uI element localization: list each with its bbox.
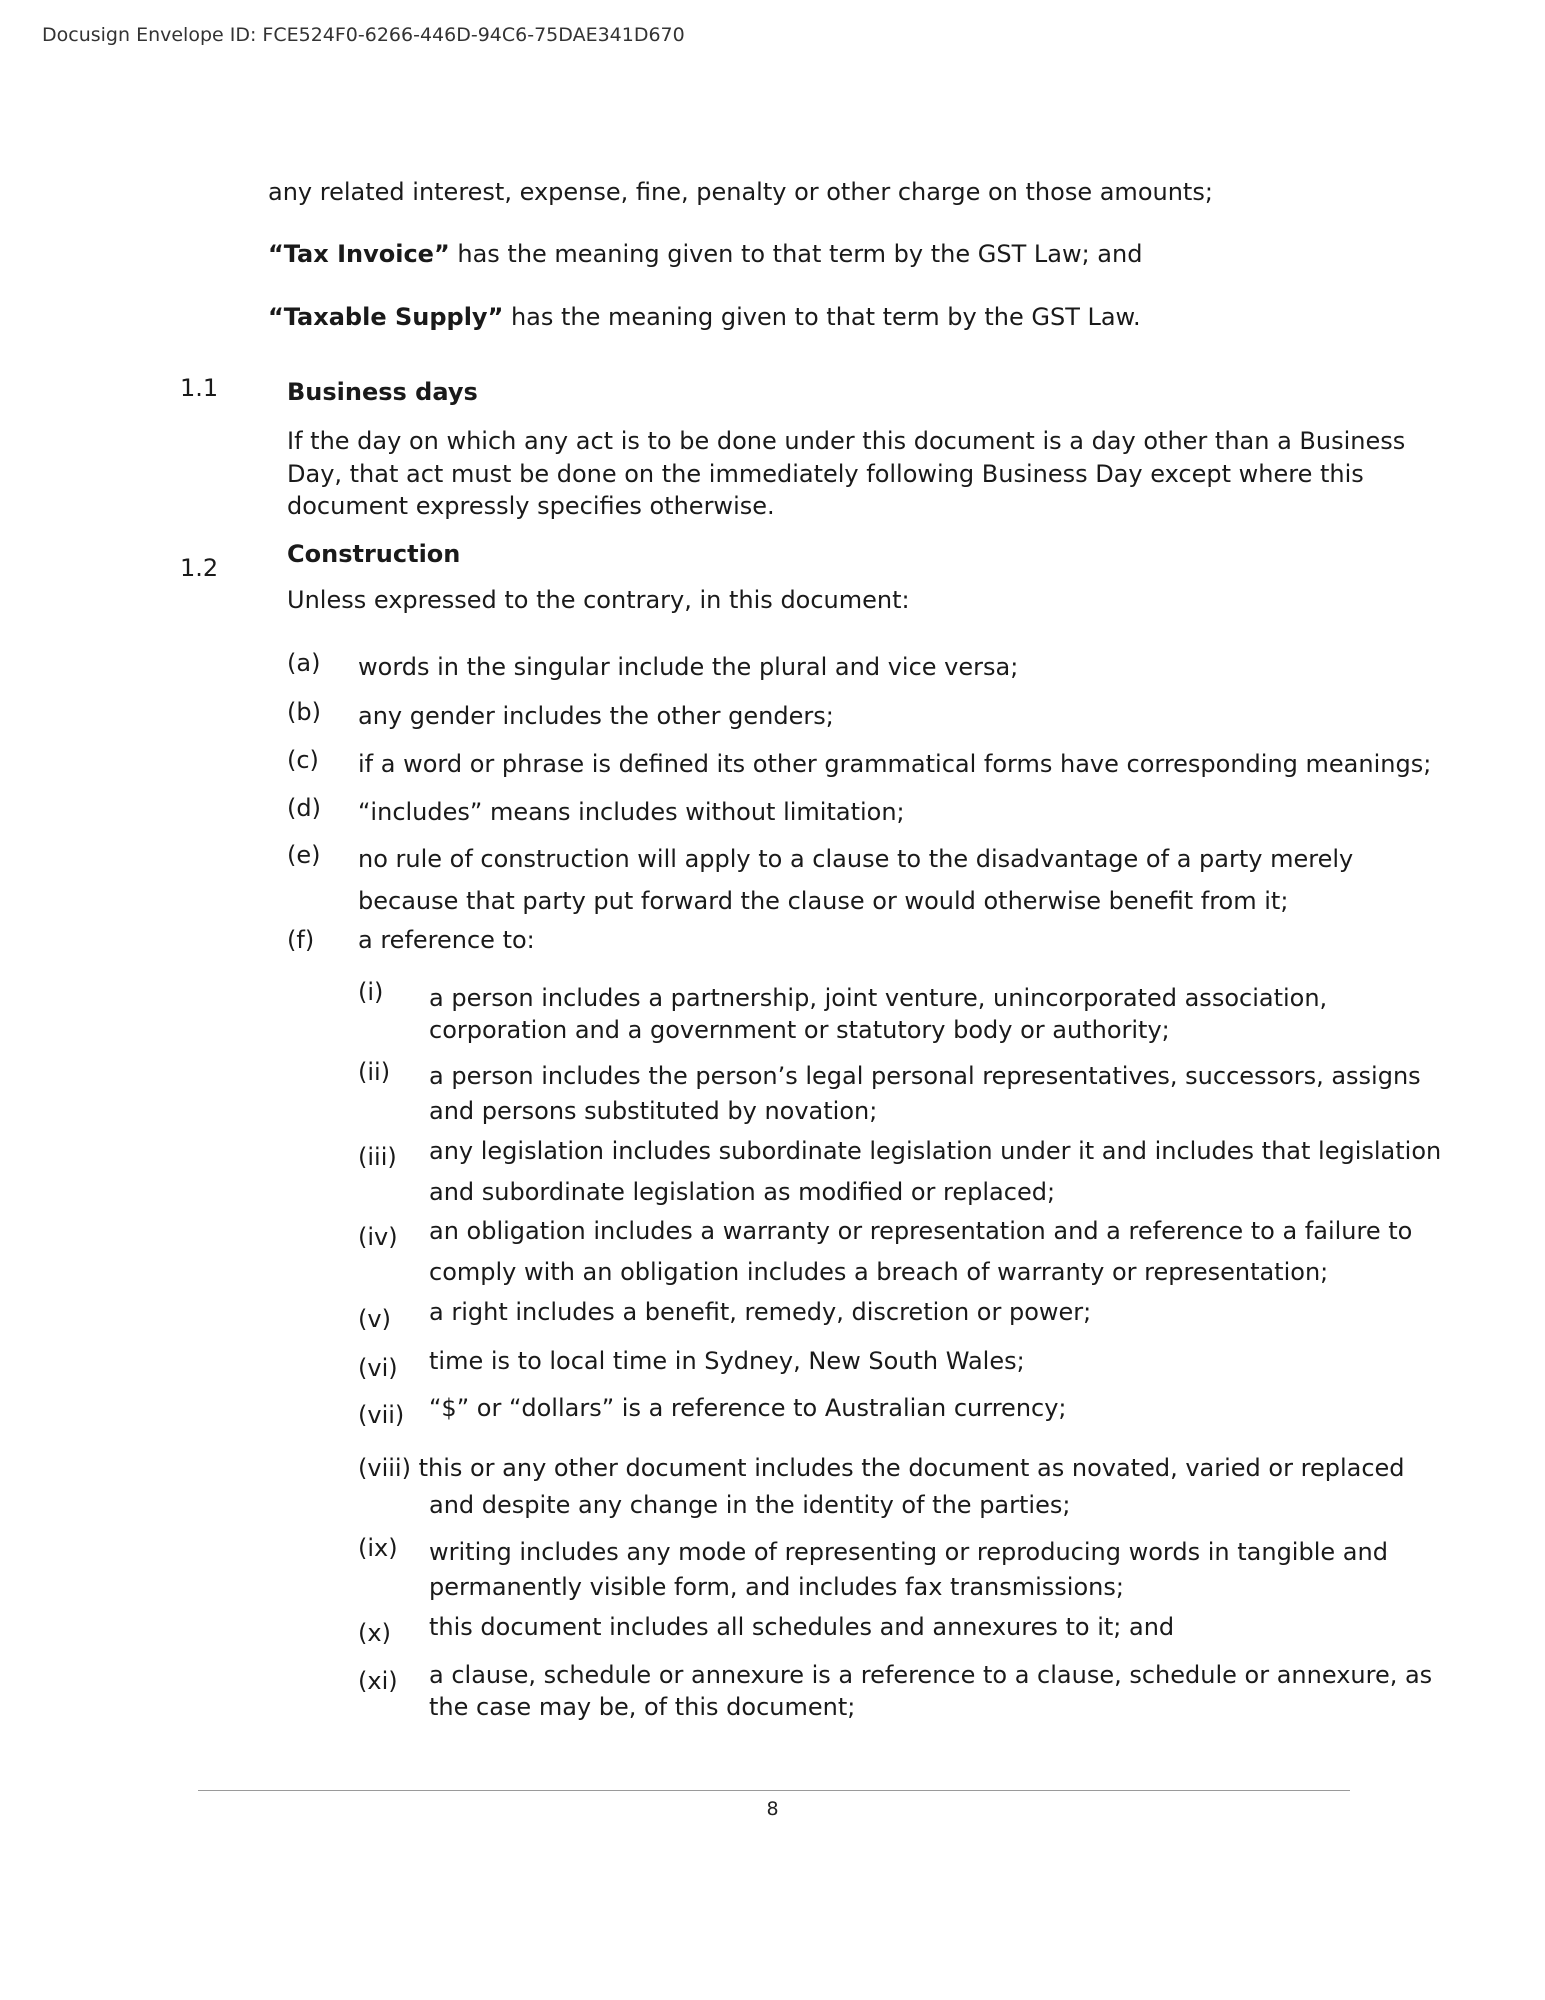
sublist-item-text: a right includes a benefit, remedy, discretion or power;: [429, 1298, 1092, 1326]
definition-text: has the meaning given to that term by the GST Law; and: [449, 240, 1143, 268]
sublist-item-text: and subordinate legislation as modified or replaced;: [429, 1178, 1056, 1206]
list-label: (b): [287, 698, 321, 726]
sublist-item-text: permanently visible form, and includes fax transmissions;: [429, 1573, 1124, 1601]
defined-term: “Taxable Supply”: [268, 303, 504, 331]
sublist-item-text: and despite any change in the identity of the parties;: [429, 1491, 1071, 1519]
list-item-text: if a word or phrase is defined its other grammatical forms have corresponding meanings;: [358, 750, 1432, 778]
sublist-item-text: time is to local time in Sydney, New South Wales;: [429, 1347, 1025, 1375]
clause-intro: Unless expressed to the contrary, in this document:: [287, 586, 910, 614]
page-number: 8: [766, 1798, 779, 1820]
list-item-text: “includes” means includes without limitation;: [358, 798, 905, 826]
sublist-item-text: this document includes all schedules and annexures to it; and: [429, 1613, 1175, 1641]
list-label: (f): [287, 926, 315, 954]
clause-number: 1.1: [180, 374, 219, 402]
sublist-item-text: this or any other document includes the document as novated, varied or replaced: [418, 1454, 1405, 1482]
sublist-item-text: an obligation includes a warranty or representation and a reference to a failure to: [429, 1217, 1413, 1245]
sublist-label: (i): [358, 978, 384, 1006]
sublist-label: (vii): [358, 1401, 405, 1429]
sublist-item-text: the case may be, of this document;: [429, 1693, 856, 1721]
list-label: (c): [287, 746, 319, 774]
list-item-text: a reference to:: [358, 926, 535, 954]
definition-continuation: any related interest, expense, fine, penalty or other charge on those amounts;: [268, 178, 1213, 206]
sublist-label: (v): [358, 1305, 391, 1333]
sublist-label: (ii): [358, 1058, 391, 1086]
clause-text-line: document expressly specifies otherwise.: [287, 492, 775, 520]
definition-text: has the meaning given to that term by the GST Law.: [503, 303, 1141, 331]
sublist-item-text: corporation and a government or statutory body or authority;: [429, 1016, 1170, 1044]
list-item-text: because that party put forward the clause or would otherwise benefit from it;: [358, 887, 1289, 915]
list-label: (e): [287, 841, 321, 869]
docusign-envelope-id: Docusign Envelope ID: FCE524F0-6266-446D-94C6-75DAE341D670: [42, 24, 685, 46]
sublist-label: (x): [358, 1619, 391, 1647]
defined-term: “Tax Invoice”: [268, 240, 450, 268]
sublist-item-text: a clause, schedule or annexure is a reference to a clause, schedule or annexure, as: [429, 1661, 1433, 1689]
sublist-label: (xi): [358, 1667, 398, 1695]
sublist-item-viii: [358, 1452, 1405, 1484]
sublist-label: (iv): [358, 1223, 398, 1251]
list-label: (d): [287, 794, 321, 822]
definition-tax-invoice: [268, 238, 1142, 270]
sublist-label: (viii): [358, 1454, 411, 1482]
definition-taxable-supply: [268, 301, 1141, 333]
clause-heading: Business days: [287, 378, 478, 406]
sublist-item-text: any legislation includes subordinate legislation under it and includes that legislation: [429, 1137, 1442, 1165]
sublist-item-text: and persons substituted by novation;: [429, 1097, 878, 1125]
list-item-text: any gender includes the other genders;: [358, 702, 834, 730]
list-item-text: no rule of construction will apply to a clause to the disadvantage of a party merely: [358, 845, 1354, 873]
sublist-item-text: a person includes a partnership, joint venture, unincorporated association,: [429, 984, 1328, 1012]
sublist-item-text: writing includes any mode of representing or reproducing words in tangible and: [429, 1538, 1388, 1566]
sublist-item-text: comply with an obligation includes a breach of warranty or representation;: [429, 1258, 1329, 1286]
sublist-item-text: “$” or “dollars” is a reference to Australian currency;: [429, 1394, 1067, 1422]
clause-text-line: If the day on which any act is to be done under this document is a day other than a Business: [287, 427, 1406, 455]
sublist-label: (ix): [358, 1534, 398, 1562]
clause-text-line: Day, that act must be done on the immediately following Business Day except where this: [287, 460, 1364, 488]
footer-divider: [198, 1790, 1350, 1791]
sublist-item-text: a person includes the person’s legal personal representatives, successors, assigns: [429, 1062, 1421, 1090]
clause-heading: Construction: [287, 540, 461, 568]
sublist-label: (vi): [358, 1354, 398, 1382]
list-item-text: words in the singular include the plural and vice versa;: [358, 653, 1019, 681]
sublist-label: (iii): [358, 1143, 397, 1171]
clause-number: 1.2: [180, 554, 219, 582]
list-label: (a): [287, 649, 321, 677]
